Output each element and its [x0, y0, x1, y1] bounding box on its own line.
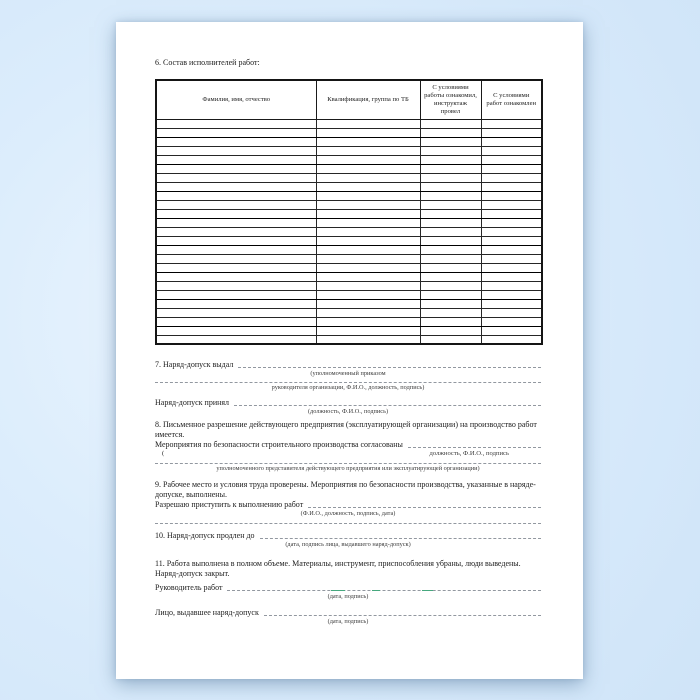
table-cell-empty	[316, 119, 420, 128]
permit-extended-label: 10. Наряд-допуск продлен до	[155, 531, 255, 540]
green-scan-artifact	[422, 590, 433, 591]
table-cell-empty	[156, 137, 316, 146]
section11-paragraph1: 11. Работа выполнена в полном объеме. Материалы, инструмент, приспособления убраны, люди выведены.	[155, 559, 521, 568]
table-cell-empty	[316, 209, 420, 218]
fill-in-line	[238, 366, 541, 368]
table-cell-empty	[481, 128, 542, 137]
table-row	[156, 182, 542, 191]
table-row	[156, 173, 542, 182]
table-cell-empty	[420, 209, 481, 218]
green-scan-artifact	[331, 590, 345, 591]
table-cell-empty	[156, 155, 316, 164]
table-cell-empty	[316, 290, 420, 299]
fill-in-line	[408, 446, 541, 448]
table-cell-empty	[156, 182, 316, 191]
table-cell-empty	[316, 227, 420, 236]
permit-extended-line	[155, 531, 541, 541]
table-cell-empty	[156, 326, 316, 335]
table-cell-empty	[420, 119, 481, 128]
table-cell-empty	[156, 254, 316, 263]
executors-table	[155, 79, 543, 345]
table-row	[156, 308, 542, 317]
table-cell-empty	[481, 209, 542, 218]
table-cell-empty	[420, 191, 481, 200]
table-cell-empty	[481, 308, 542, 317]
permit-accepted-hint: (должность, Ф.И.О., подпись)	[307, 408, 389, 415]
table-cell-empty	[481, 146, 542, 155]
table-cell-empty	[316, 299, 420, 308]
table-cell-empty	[481, 299, 542, 308]
header-cell-instructed-by: С условиями работы ознакомил, инструктаж провел	[420, 80, 481, 119]
table-cell-empty	[481, 119, 542, 128]
table-cell-empty	[156, 146, 316, 155]
section11-paragraph2: Наряд-допуск закрыт.	[155, 569, 230, 578]
table-cell-empty	[420, 263, 481, 272]
header-cell-qualification: Квалификация, группа по ТБ	[316, 80, 420, 119]
fill-in-line	[155, 462, 541, 464]
table-cell-empty	[481, 218, 542, 227]
table-cell-empty	[420, 128, 481, 137]
work-supervisor-line	[155, 583, 541, 593]
work-supervisor-label: Руководитель работ	[155, 583, 223, 592]
table-cell-empty	[156, 218, 316, 227]
table-cell-empty	[420, 326, 481, 335]
table-cell-empty	[156, 335, 316, 344]
permit-issuer-line	[155, 608, 541, 618]
table-cell-empty	[316, 263, 420, 272]
table-cell-empty	[481, 173, 542, 182]
table-row	[156, 254, 542, 263]
table-cell-empty	[481, 182, 542, 191]
table-cell-empty	[316, 218, 420, 227]
table-cell-empty	[156, 281, 316, 290]
table-cell-empty	[481, 335, 542, 344]
table-cell-empty	[156, 308, 316, 317]
table-cell-empty	[481, 155, 542, 164]
table-cell-empty	[420, 272, 481, 281]
executors-table-header	[156, 80, 542, 119]
table-cell-empty	[316, 245, 420, 254]
table-cell-empty	[156, 200, 316, 209]
measures-agreed-line	[155, 440, 541, 450]
table-cell-empty	[316, 164, 420, 173]
section9-paragraph: 9. Рабочее место и условия труда проверены. Мероприятия по безопасности производства, указанные в наряде-допуске, выполнены.	[155, 480, 536, 499]
table-cell-empty	[316, 308, 420, 317]
table-cell-empty	[156, 236, 316, 245]
measures-agreed-hint-row	[155, 450, 541, 458]
table-cell-empty	[481, 272, 542, 281]
table-row	[156, 272, 542, 281]
measures-agreed-label: Мероприятия по безопасности строительного производства согласованы	[155, 440, 403, 449]
table-cell-empty	[481, 227, 542, 236]
work-supervisor-hint: (дата, подпись)	[327, 593, 369, 600]
table-cell-empty	[316, 191, 420, 200]
table-cell-empty	[420, 146, 481, 155]
header-cell-acknowledged: С условиями работ ознакомлен	[481, 80, 542, 119]
header-row	[156, 80, 542, 119]
table-cell-empty	[156, 191, 316, 200]
table-row	[156, 263, 542, 272]
table-row	[156, 317, 542, 326]
table-cell-empty	[420, 137, 481, 146]
fill-in-line	[260, 537, 541, 539]
table-cell-empty	[420, 290, 481, 299]
table-cell-empty	[316, 326, 420, 335]
table-cell-empty	[156, 173, 316, 182]
table-row	[156, 326, 542, 335]
table-cell-empty	[481, 200, 542, 209]
table-row	[156, 335, 542, 344]
table-cell-empty	[420, 236, 481, 245]
fill-in-line	[308, 506, 541, 508]
table-row	[156, 191, 542, 200]
fill-in-line	[234, 404, 541, 406]
permit-accepted-line	[155, 398, 541, 408]
fill-in-line	[155, 381, 541, 383]
table-cell-empty	[156, 272, 316, 281]
section8-paragraph: 8. Письменное разрешение действующего предприятия (эксплуатирующей организации) на производство работ имеется.	[155, 420, 537, 439]
table-cell-empty	[316, 236, 420, 245]
table-cell-empty	[420, 281, 481, 290]
permit-to-start-line	[155, 500, 541, 510]
table-cell-empty	[316, 200, 420, 209]
permit-accepted-label: Наряд-допуск принял	[155, 398, 230, 407]
table-cell-empty	[316, 128, 420, 137]
table-cell-empty	[316, 137, 420, 146]
table-row	[156, 218, 542, 227]
table-cell-empty	[420, 335, 481, 344]
table-cell-empty	[156, 209, 316, 218]
measures-agreed-hint2: уполномоченного представителя действующего предприятия или эксплуатирующей организации)	[216, 465, 480, 472]
table-row	[156, 227, 542, 236]
table-row	[156, 245, 542, 254]
table-cell-empty	[420, 164, 481, 173]
table-cell-empty	[420, 182, 481, 191]
table-cell-empty	[481, 281, 542, 290]
permit-issued-hint2: руководителя организации, Ф.И.О., должность, подпись)	[271, 384, 425, 391]
table-cell-empty	[481, 326, 542, 335]
table-cell-empty	[156, 245, 316, 254]
table-cell-empty	[316, 317, 420, 326]
table-cell-empty	[481, 164, 542, 173]
table-row	[156, 155, 542, 164]
fill-in-line	[264, 614, 541, 616]
table-cell-empty	[156, 317, 316, 326]
table-cell-empty	[316, 146, 420, 155]
table-cell-empty	[481, 254, 542, 263]
table-cell-empty	[481, 245, 542, 254]
permit-issued-hint1: (уполномоченный приказом	[310, 370, 386, 377]
table-cell-empty	[420, 155, 481, 164]
table-cell-empty	[420, 245, 481, 254]
table-row	[156, 200, 542, 209]
permit-extended-hint: (дата, подпись лица, выдавшего наряд-допуск)	[285, 541, 411, 548]
table-cell-empty	[156, 128, 316, 137]
fill-in-line	[227, 589, 541, 591]
table-cell-empty	[316, 281, 420, 290]
table-cell-empty	[316, 173, 420, 182]
table-cell-empty	[316, 272, 420, 281]
table-cell-empty	[481, 137, 542, 146]
table-cell-empty	[420, 254, 481, 263]
permit-issuer-hint: (дата, подпись)	[327, 618, 369, 625]
table-row	[156, 209, 542, 218]
table-cell-empty	[420, 317, 481, 326]
fill-in-line	[155, 522, 541, 524]
table-cell-empty	[316, 182, 420, 191]
table-cell-empty	[420, 218, 481, 227]
document-content	[155, 58, 541, 626]
permit-issued-label: 7. Наряд-допуск выдал	[155, 360, 234, 369]
table-cell-empty	[420, 308, 481, 317]
document-page	[116, 22, 583, 679]
table-cell-empty	[481, 191, 542, 200]
table-row	[156, 146, 542, 155]
table-row	[156, 290, 542, 299]
table-cell-empty	[316, 335, 420, 344]
section6-title: 6. Состав исполнителей работ:	[155, 58, 260, 67]
table-row	[156, 299, 542, 308]
table-cell-empty	[156, 164, 316, 173]
table-cell-empty	[156, 290, 316, 299]
table-cell-empty	[156, 299, 316, 308]
measures-agreed-hint1: должность, Ф.И.О., подпись	[429, 450, 509, 457]
permit-issuer-label: Лицо, выдавшее наряд-допуск	[155, 608, 259, 617]
permit-to-start-hint: (Ф.И.О., должность, подпись, дата)	[300, 510, 396, 517]
table-row	[156, 164, 542, 173]
permit-issued-line	[155, 360, 541, 370]
table-cell-empty	[156, 227, 316, 236]
table-row	[156, 128, 542, 137]
table-row	[156, 137, 542, 146]
executors-table-body	[156, 119, 542, 344]
table-cell-empty	[316, 254, 420, 263]
table-cell-empty	[420, 173, 481, 182]
table-cell-empty	[420, 227, 481, 236]
table-cell-empty	[481, 317, 542, 326]
table-row	[156, 236, 542, 245]
table-row	[156, 281, 542, 290]
green-scan-artifact	[372, 590, 380, 591]
open-paren: (	[162, 450, 165, 457]
table-cell-empty	[481, 236, 542, 245]
table-row	[156, 119, 542, 128]
table-cell-empty	[420, 200, 481, 209]
table-cell-empty	[481, 263, 542, 272]
header-cell-name: Фамилия, имя, отчество	[156, 80, 316, 119]
table-cell-empty	[481, 290, 542, 299]
table-cell-empty	[156, 263, 316, 272]
table-cell-empty	[156, 119, 316, 128]
table-cell-empty	[420, 299, 481, 308]
table-cell-empty	[316, 155, 420, 164]
permit-to-start-label: Разрешаю приступить к выполнению работ	[155, 500, 304, 509]
